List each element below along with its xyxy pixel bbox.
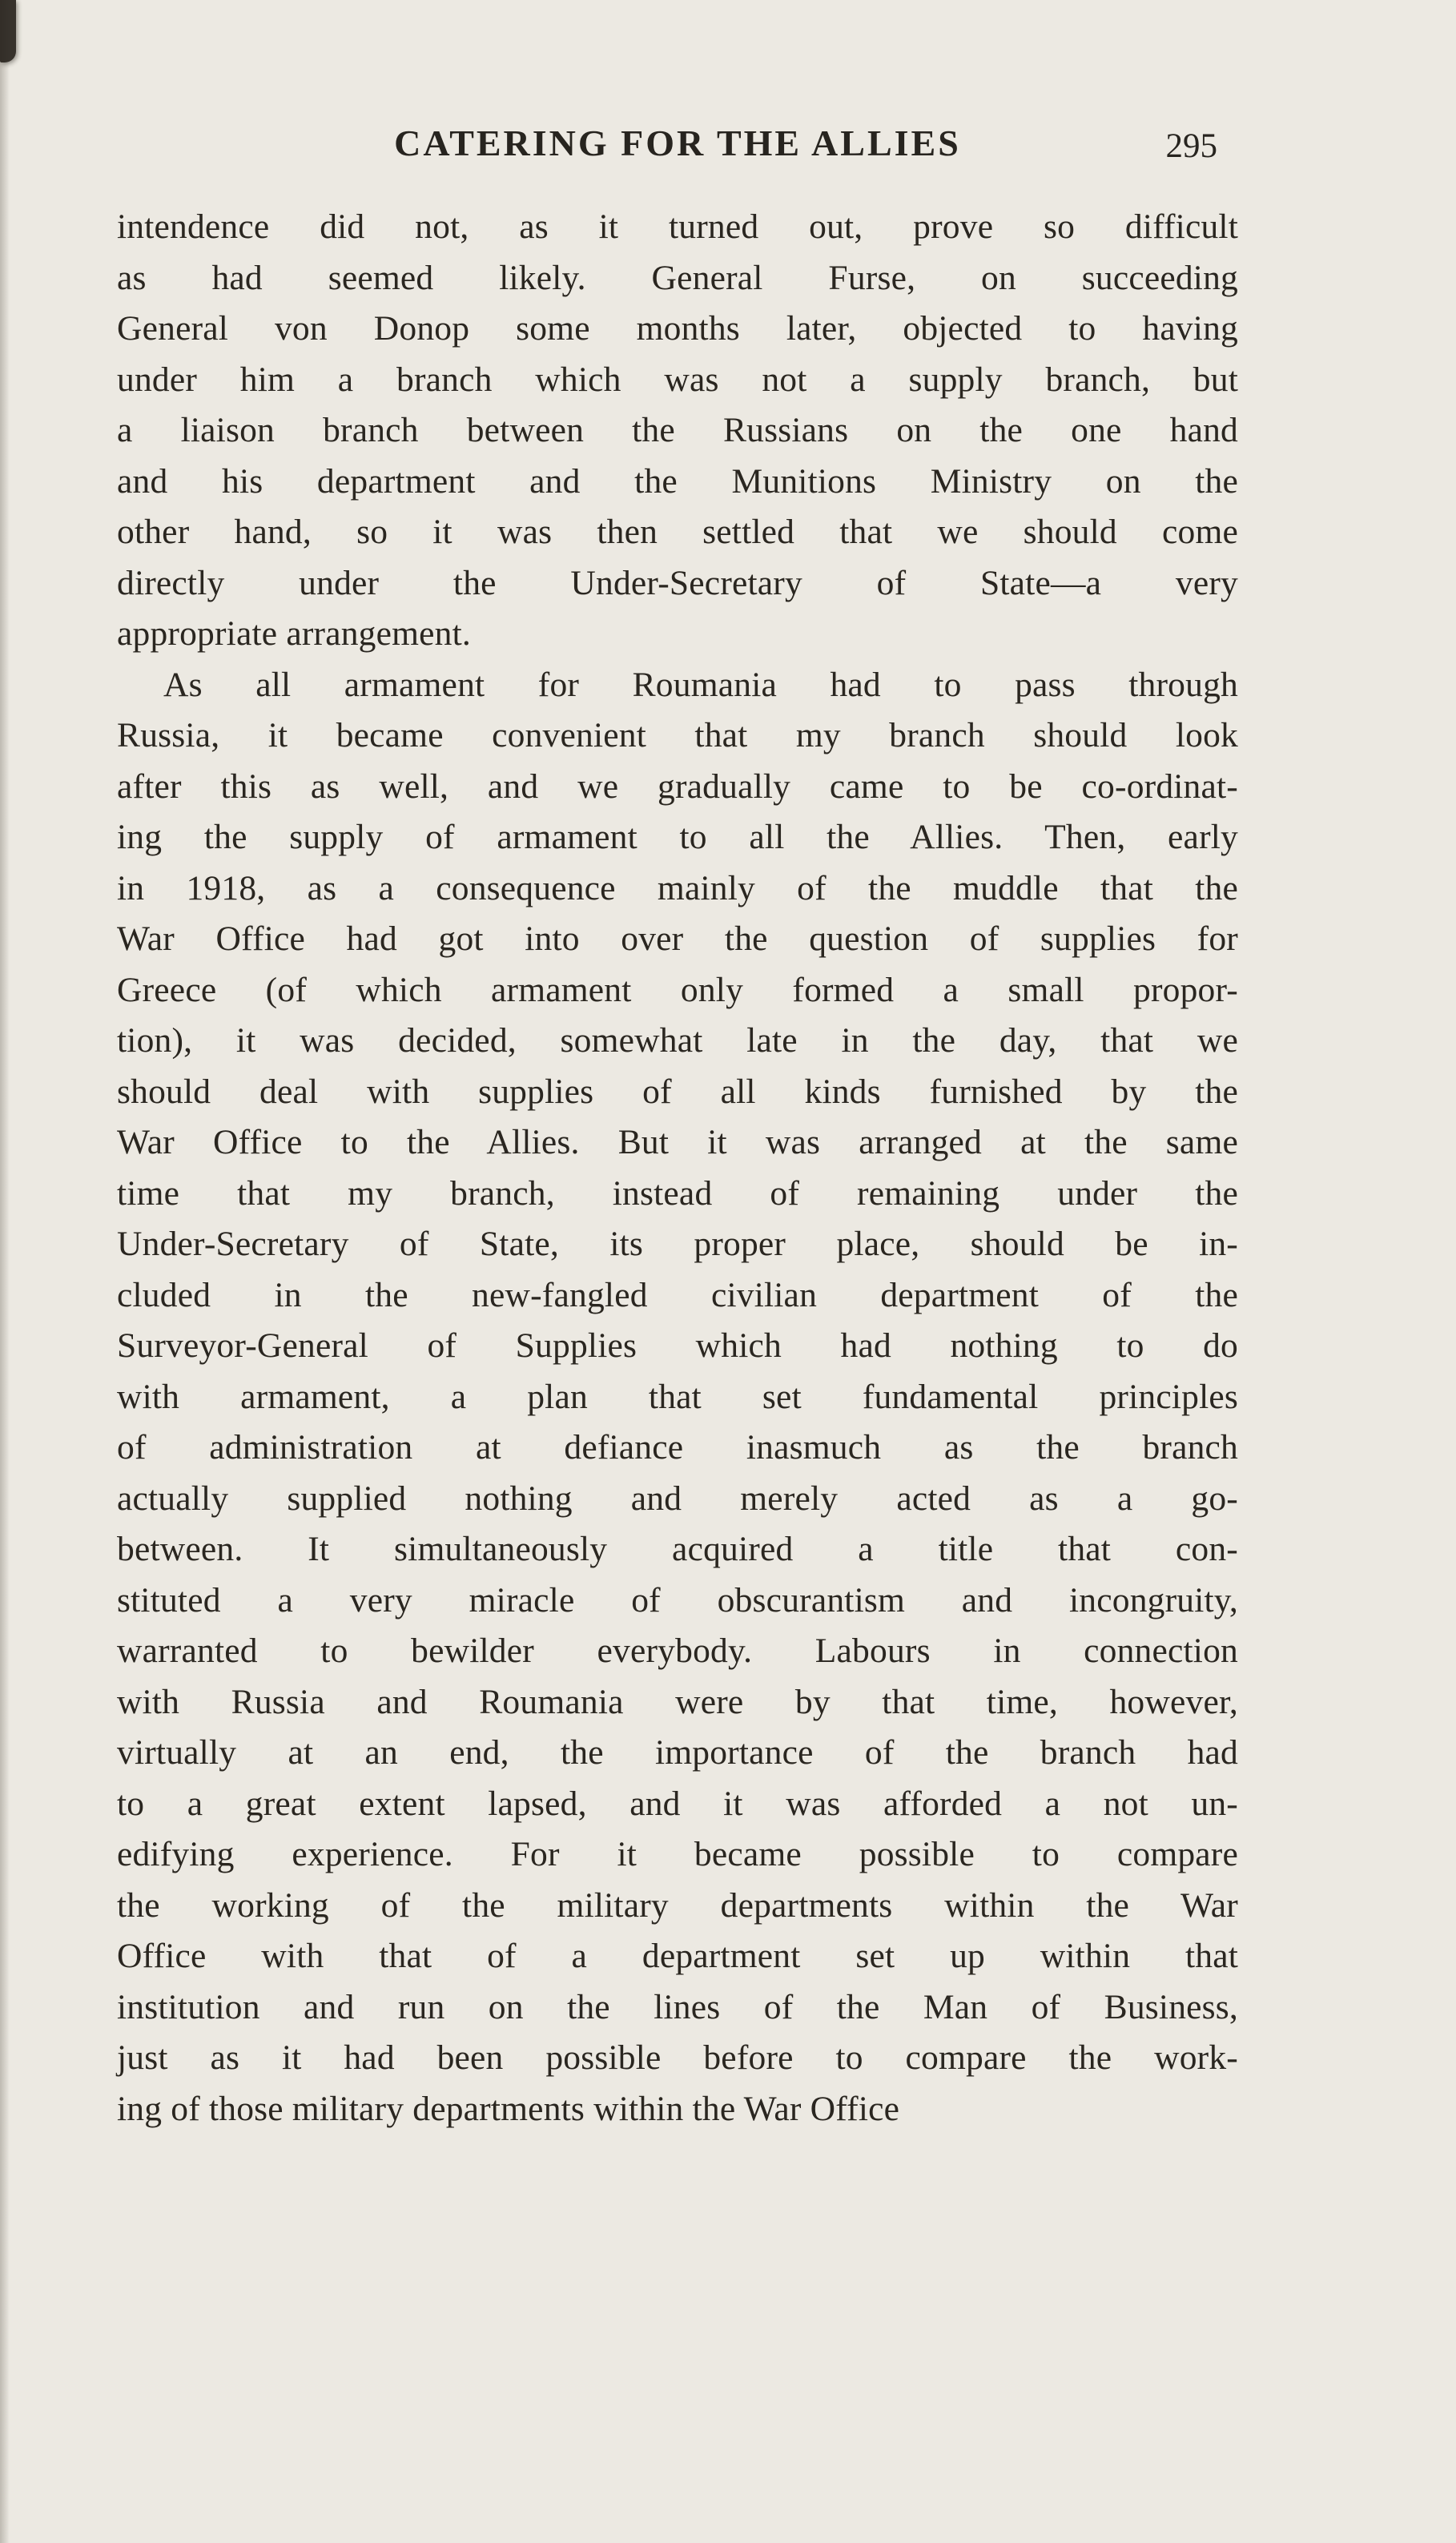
text-line: General von Donop some months later, objected to having	[117, 309, 1238, 348]
page-number: 295	[1165, 127, 1217, 165]
text-line: with Russia and Roumania were by that time, however,	[117, 1682, 1238, 1721]
text-line: should deal with supplies of all kinds furnished by the	[117, 1072, 1238, 1111]
text-line: edifying experience. For it became possible to compare	[117, 1835, 1238, 1873]
text-line: Surveyor-General of Supplies which had nothing to do	[117, 1326, 1238, 1365]
text-line: a liaison branch between the Russians on the one hand	[117, 411, 1238, 449]
text-line: after this as well, and we gradually came to be co-ordinat-	[117, 767, 1238, 806]
text-line: Under-Secretary of State, its proper place, should be in-	[117, 1225, 1238, 1263]
text-line: the working of the military departments within the War	[117, 1885, 1238, 1925]
text-line: Office with that of a department set up within that	[117, 1937, 1238, 1975]
text-line: intendence did not, as it turned out, prove so difficult	[117, 207, 1238, 246]
text-line: as had seemed likely. General Furse, on succeeding	[117, 258, 1238, 297]
text-line: Greece (of which armament only formed a small propor-	[117, 970, 1238, 1009]
text-line: As all armament for Roumania had to pass through	[163, 665, 1238, 704]
text-line: appropriate arrangement.	[117, 614, 471, 653]
text-line: under him a branch which was not a supply branch, but	[117, 360, 1238, 399]
text-line: actually supplied nothing and merely acted as a go-	[117, 1479, 1238, 1518]
text-line: cluded in the new-fangled civilian department of the	[117, 1275, 1238, 1314]
text-line: time that my branch, instead of remaining under the	[117, 1173, 1238, 1213]
scan-corner-artifact	[0, 0, 16, 62]
text-line: warranted to bewilder everybody. Labours in connection	[117, 1632, 1238, 1670]
page-body	[117, 202, 1238, 2135]
text-line: in 1918, as a consequence mainly of the muddle that the	[117, 868, 1238, 907]
text-line: between. It simultaneously acquired a title that con-	[117, 1530, 1238, 1568]
text-line: directly under the Under-Secretary of State—a very	[117, 563, 1238, 602]
text-line: with armament, a plan that set fundamental principles	[117, 1377, 1238, 1416]
text-line: Russia, it became convenient that my branch should look	[117, 716, 1238, 754]
text-line: of administration at defiance inasmuch as the branch	[117, 1428, 1238, 1467]
text-line: tion), it was decided, somewhat late in the day, that we	[117, 1021, 1238, 1060]
text-line: War Office had got into over the question of supplies for	[117, 919, 1238, 958]
text-line: just as it had been possible before to compare the work-	[117, 2038, 1238, 2077]
text-line: and his department and the Munitions Ministry on the	[117, 461, 1238, 501]
text-line: institution and run on the lines of the Man of Business,	[117, 1987, 1238, 2026]
page-title: CATERING FOR THE ALLIES	[394, 123, 961, 163]
scan-edge-shadow	[0, 0, 10, 2543]
text-line: ing the supply of armament to all the Allies. Then, early	[117, 818, 1238, 856]
text-line: other hand, so it was then settled that we should come	[117, 513, 1238, 551]
text-line: virtually at an end, the importance of the branch had	[117, 1733, 1238, 1772]
text-line: War Office to the Allies. But it was arranged at the same	[117, 1123, 1238, 1161]
running-header	[117, 122, 1238, 173]
text-line: to a great extent lapsed, and it was afforded a not un-	[117, 1784, 1238, 1823]
text-line: ing of those military departments within the War Office	[117, 2089, 900, 2128]
text-line: stituted a very miracle of obscurantism and incongruity,	[117, 1580, 1238, 1620]
